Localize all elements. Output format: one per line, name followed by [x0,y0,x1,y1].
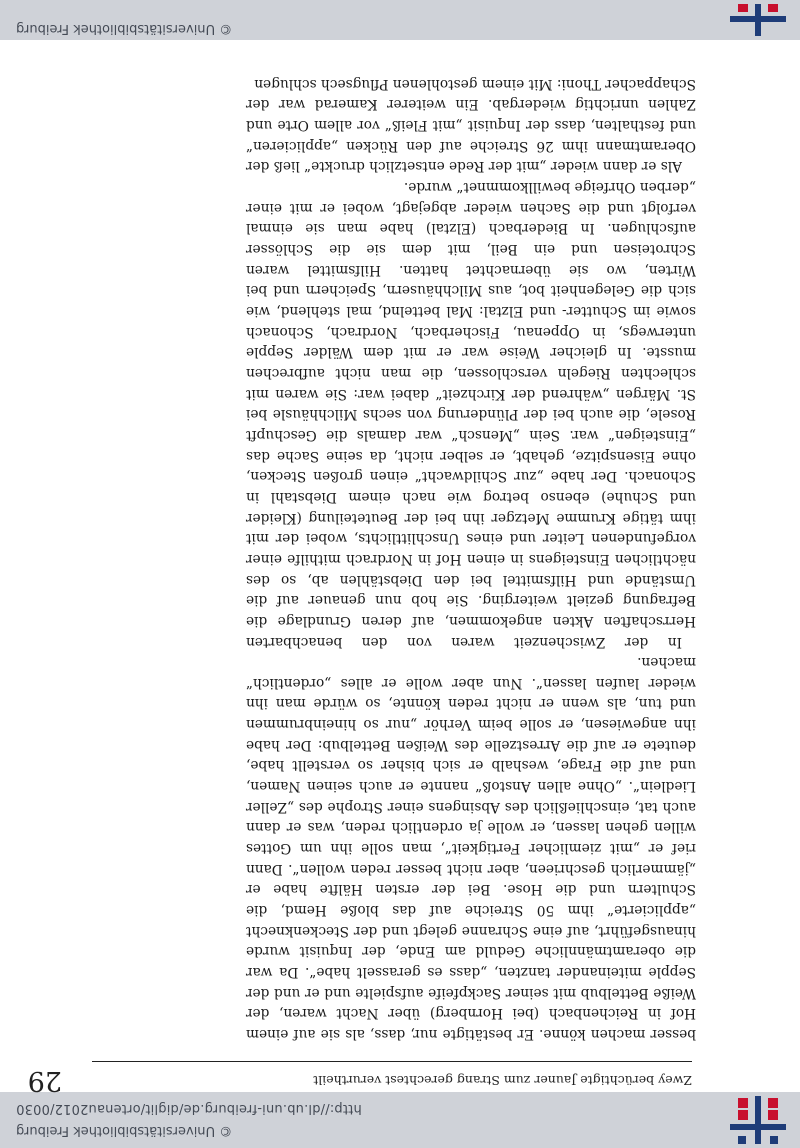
top-banner [0,1092,800,1148]
paragraph: Als er dann wieder „mit der Rede entsetzlich druckte“ ließ der Oberamtmann ihm 26 Streiche auf den Rücken „applicieren“ und festhalten, dass der Inquisit „mit Fleiß“ vor allem Orte und Zahlen unrichtig wiedergab. Ein weiterer Kamerad war der Schappacher Thoni: Mit einem gestohlenen Pflugsech schlugen [246,75,696,175]
body-text [246,73,696,1044]
running-head: Zwey berüchtigte Jauner zum Strang gerechtest verurtheilt [313,1073,692,1088]
page-number: 29 [27,1065,62,1096]
paragraph: In der Zwischenzeit waren von den benachbarten Herrschaften Akten angekommen, auf deren Grundlage die Befragung gezielt weiterging. Sie hob nun genauer auf die Umstände und Hilfsmittel bei den Diebstählen ab, so des nächtlichen Einsteigens in einen Hof in Nordrach mithilfe einer vorgefundenen Leiter und eines Unschlittlichts, wobei der mit ihm tätige Krumme Metzger ihn bei der Beuteteilung (Kleider und Schuhe) ebenso betrog wie nach einem Diebstahl in Schonach. Der habe „zur Schildwacht“ einen großen Stecken, ohne Eisenspitze, gehabt, er selber nicht, da seine Sache das „Einsteigen“ war. Sein „Mensch“ war damals die Geschupft Rosele, die auch bei der Plünderung von sechs Milchhäusle bei St. Märgen „während der Kirchzeit“ dabei war: Sie waren mit schlechten Riegeln verschlossen, die man nicht aufbrechen musste. In gleicher Weise war er mit dem Wälder Sepple unterwegs, in Oppenau, Fischerbach, Nordrach, Schonach sowie im Schutter- und Elztal: Mal bettelnd, mal stehlend, wie sich die Gelegenheit bot, aus Milchhäusern, Speichern und bei Wirten, wo sie übernachtet hatten. Hilfsmittel waren Schroteisen und ein Beil, mit dem sie die Schlösser aufschlugen. In Biederbach (Elztal) habe man sie einmal verfolgt und die Sachen wieder abgejagt, wobei er mit einer „derben Ohrfeige bewillkommnet“ wurde. [246,179,696,650]
bottom-banner [0,0,800,40]
document-url-link[interactable]: http://dl.ub.uni-freiburg.de/diglit/ortenau2012/0030 [16,1101,362,1116]
university-logo-icon [730,1096,786,1144]
header-rule [92,1061,692,1062]
copyright-text: © Universitätsbibliothek Freiburg [16,21,233,36]
paragraph: besser machen könne. Er bestätigte nur, dass, als sie auf einem Hof in Reichenbach (bei Hornberg) über Nacht waren, der Weiße Bettelbub mit seiner Sackpfeife aufspielte und er und der Sepple miteinander tanzten, „dass es gerasselt habe“. Da war die oberamtmännliche Geduld am Ende, der Inquisit wurde hinausgeführt, auf eine Schranne gelegt und der Steckenknecht „applicierte“ ihm 50 Streiche auf das bloße Hemd, die Schultern und die Hose. Bei der ersten Hälfte habe er „jämmerlich geschrieen, aber nicht besser reden wollen“. Dann rief er „mit ziemlicher Fertigkeit“, man solle ihn um Gottes willen gehen lassen, er wolle ja ordentlich reden, was er dann auch tat, einschließlich des Absingens einer Strophe des „Zeller Liedlein“. „Ohne allen Anstoß“ nannte er auch seinen Namen, und auf die Frage, weshalb er sich bisher so verstellt habe, deutete er auf die Arrestzelle des Weißen Bettelbub: Der habe ihn angewiesen, er solle beim Verhör „nur so hineinbrummen und tun, als wenn er nicht reden könnte, so würde man ihn wieder laufen lassen“. Nun aber wolle er alles „ordentlich“ machen. [246,654,696,1042]
copyright-text: © Universitätsbibliothek Freiburg [16,1123,233,1138]
university-logo-icon [730,4,786,36]
